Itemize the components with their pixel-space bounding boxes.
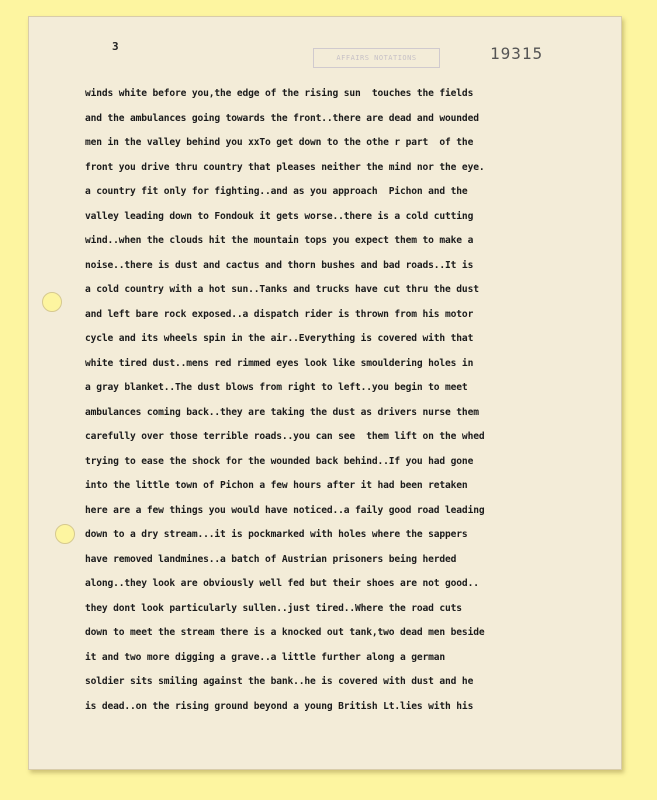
text-line: a cold country with a hot sun..Tanks and trucks have cut thru the dust bbox=[85, 284, 479, 295]
text-line: have removed landmines..a batch of Austrian prisoners being herded bbox=[85, 553, 457, 565]
text-line: a country fit only for fighting..and as you approach Pichon and the bbox=[85, 186, 468, 197]
typed-body bbox=[85, 82, 595, 719]
text-line: ambulances coming back..they are taking the dust as drivers nurse them bbox=[85, 406, 479, 418]
punch-hole-top bbox=[42, 292, 62, 312]
text-line: valley leading down to Fondouk it gets worse..there is a cold cutting bbox=[85, 210, 474, 222]
text-line: noise..there is dust and cactus and thorn bushes and bad roads..It is bbox=[85, 259, 474, 271]
punch-hole-bottom bbox=[55, 524, 75, 544]
text-line: down to a dry stream...it is pockmarked with holes where the sappers bbox=[85, 529, 468, 540]
text-line: it and two more digging a grave..a little further along a german bbox=[85, 651, 446, 663]
text-line: they dont look particularly sullen..just tired..Where the road cuts bbox=[85, 602, 462, 614]
text-line: and left bare rock exposed..a dispatch rider is thrown from his motor bbox=[85, 308, 474, 320]
text-line: front you drive thru country that pleases neither the mind nor the eye. bbox=[85, 161, 485, 173]
text-line: men in the valley behind you xxTo get down to the othe r part of the bbox=[85, 137, 474, 148]
page-number: 3 bbox=[112, 40, 119, 53]
text-line: white tired dust..mens red rimmed eyes look like smouldering holes in bbox=[85, 357, 474, 369]
text-line: winds white before you,the edge of the rising sun touches the fields bbox=[85, 88, 474, 99]
text-line: carefully over those terrible roads..you can see them lift on the whed bbox=[85, 431, 485, 442]
document-number: 19315 bbox=[490, 44, 544, 63]
text-line: a gray blanket..The dust blows from right to left..you begin to meet bbox=[85, 382, 468, 393]
text-line: soldier sits smiling against the bank..he is covered with dust and he bbox=[85, 676, 474, 687]
faded-stamp: AFFAIRS NOTATIONS bbox=[313, 48, 440, 68]
text-line: here are a few things you would have noticed..a faily good road leading bbox=[85, 504, 485, 516]
text-line: cycle and its wheels spin in the air..Everything is covered with that bbox=[85, 333, 474, 344]
text-line: into the little town of Pichon a few hours after it had been retaken bbox=[85, 480, 468, 491]
text-line: trying to ease the shock for the wounded back behind..If you had gone bbox=[85, 455, 474, 467]
text-line: down to meet the stream there is a knocked out tank,two dead men beside bbox=[85, 627, 485, 638]
text-line: along..they look are obviously well fed but their shoes are not good.. bbox=[85, 578, 479, 589]
text-line: and the ambulances going towards the front..there are dead and wounded bbox=[85, 112, 479, 124]
text-line: is dead..on the rising ground beyond a young British Lt.lies with his bbox=[85, 700, 474, 712]
text-line: wind..when the clouds hit the mountain tops you expect them to make a bbox=[85, 235, 474, 246]
